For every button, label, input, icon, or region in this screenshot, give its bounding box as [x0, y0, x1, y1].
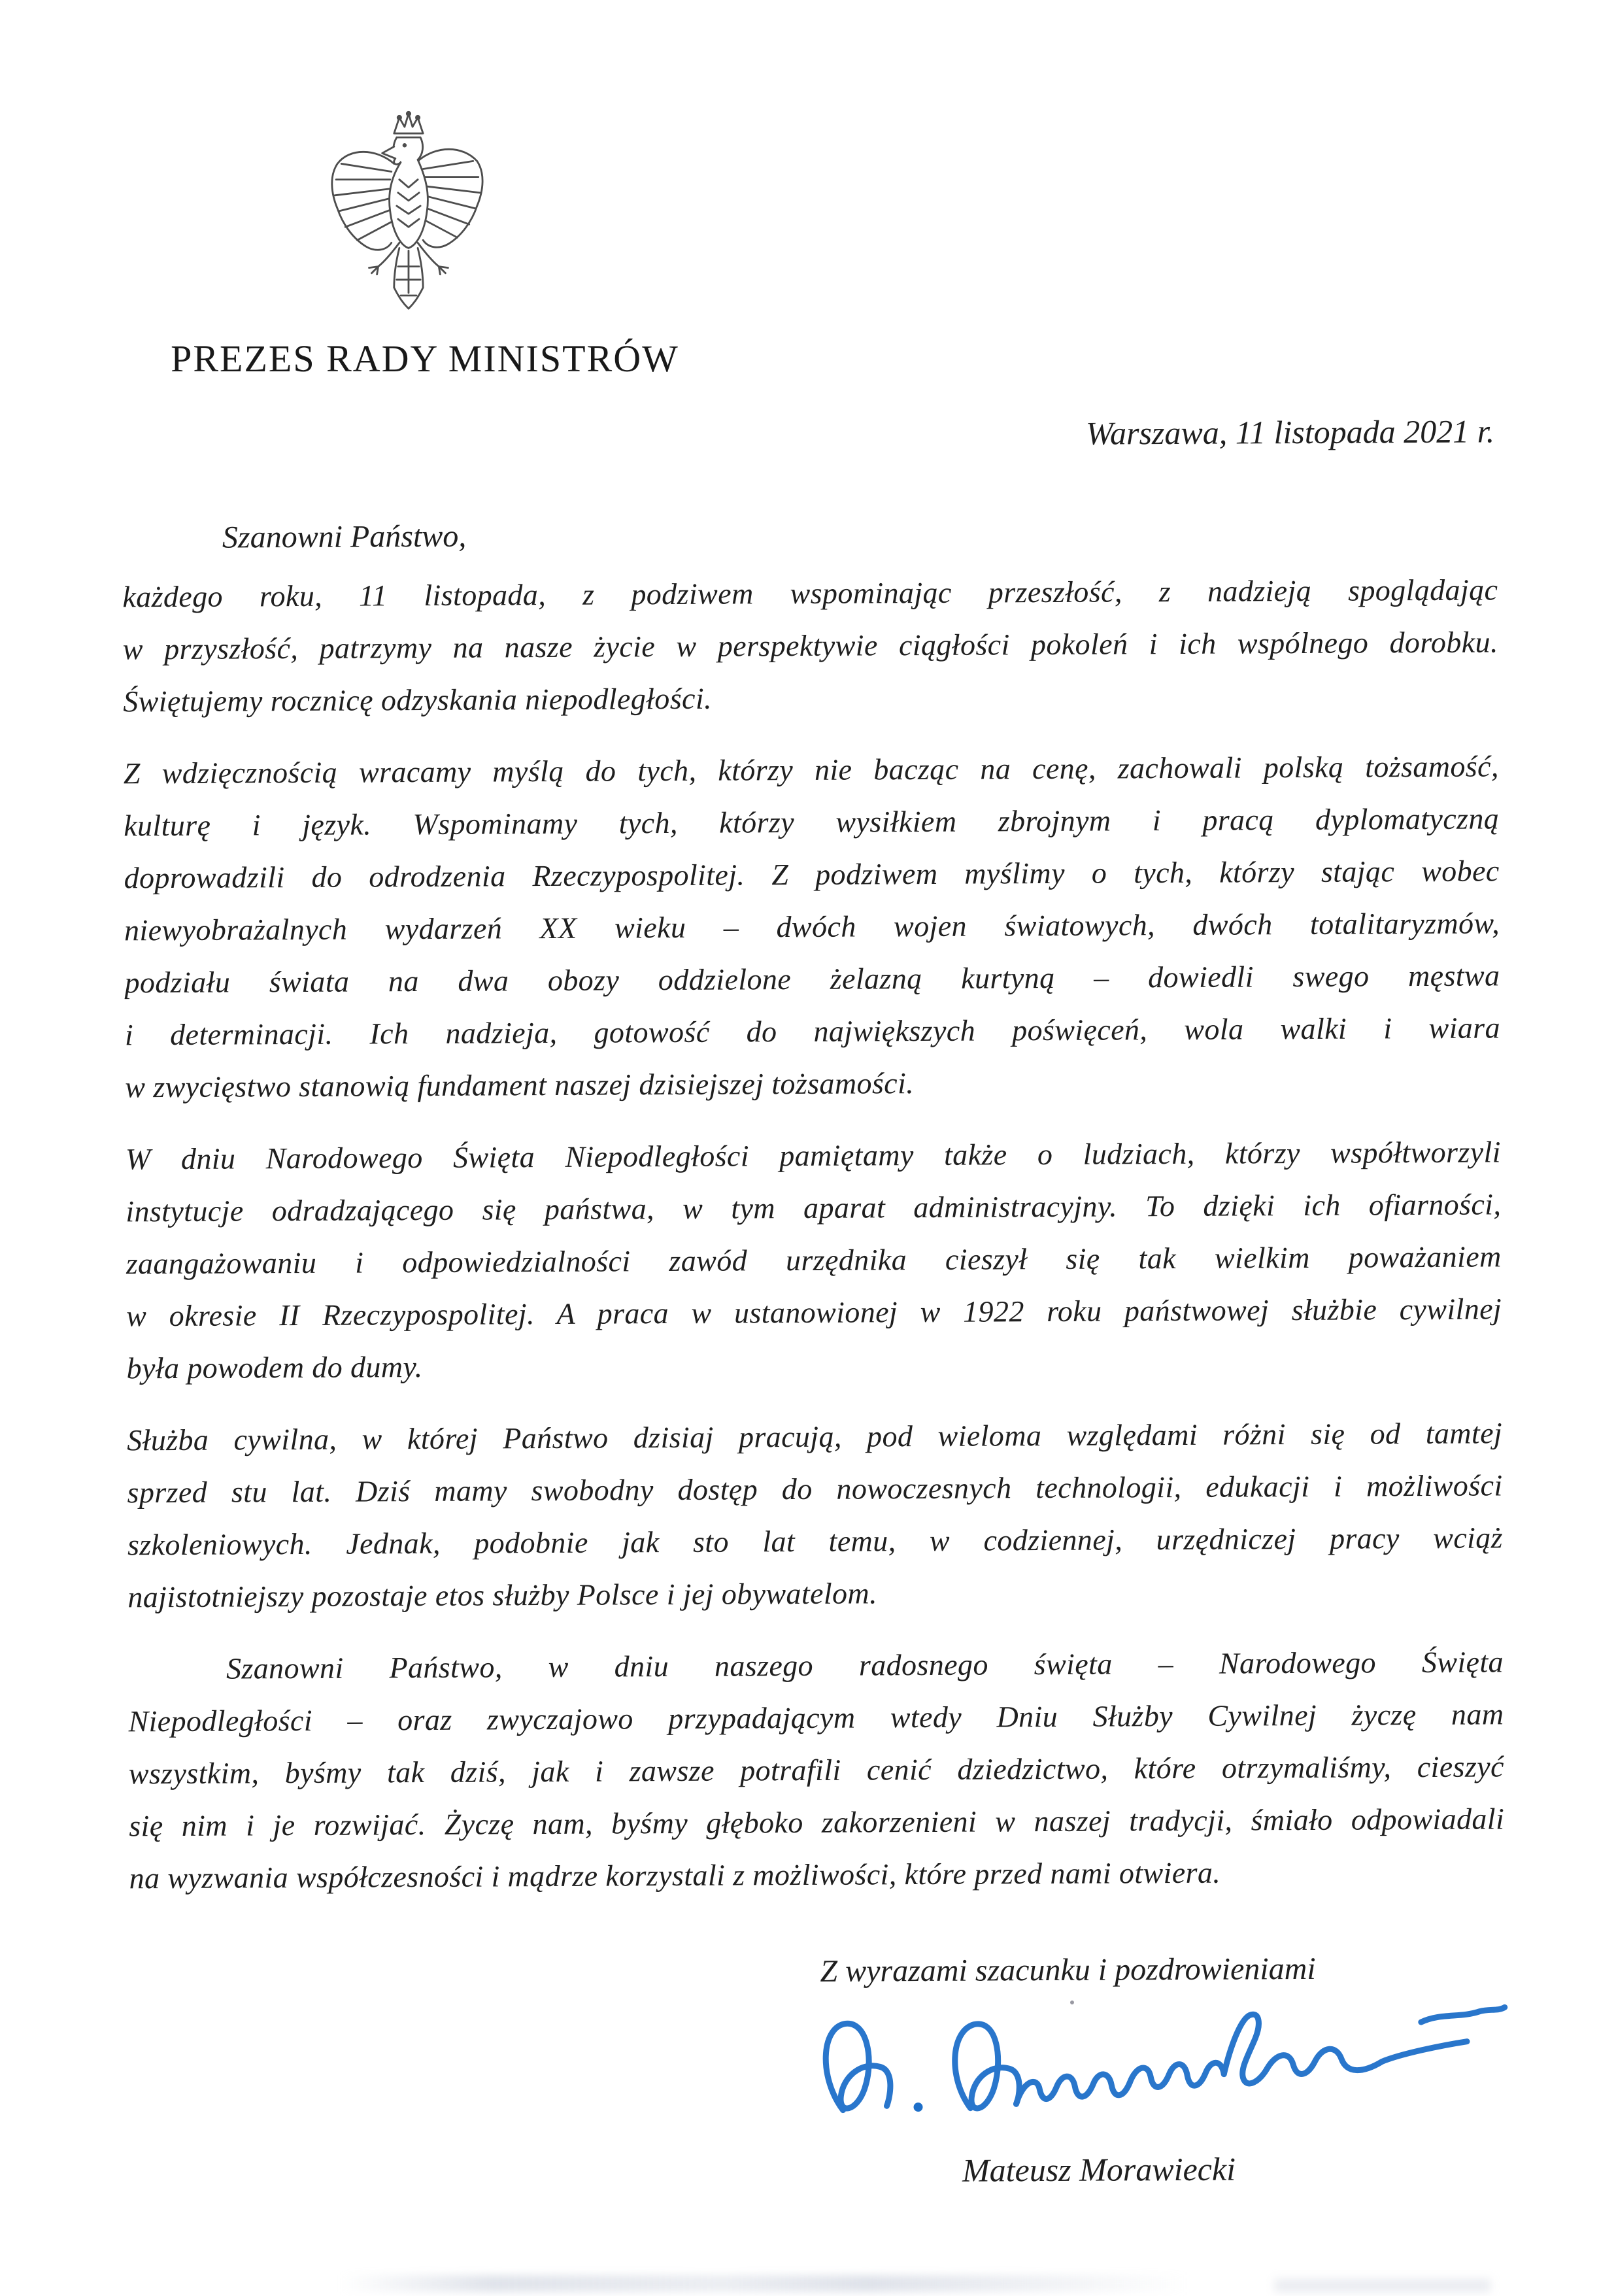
text-line: Służba cywilna, w której Państwo dzisiaj pracują, pod wieloma względami różni się od tamtej	[127, 1416, 1503, 1457]
text-line: niewyobrażalnych wydarzeń XX wieku – dwóch wojen światowych, dwóch totalitaryzmów,	[124, 906, 1500, 947]
text-line: doprowadzili do odrodzenia Rzeczypospolitej. Z podziwem myślimy o tych, którzy stając wobec	[124, 854, 1500, 895]
text-line: każdego roku, 11 listopada, z podziwem wspominając przeszłość, z nadzieją spoglądając	[122, 573, 1498, 614]
letter-body	[122, 564, 1505, 1924]
text-line: Szanowni Państwo, w dniu naszego radosnego święta – Narodowego Święta	[226, 1645, 1504, 1685]
paragraph	[128, 1636, 1505, 1904]
text-line: instytucje odradzającego się państwa, w tym aparat administracyjny. To dzięki ich ofiarności,	[126, 1187, 1502, 1228]
scan-artifact	[340, 2275, 1190, 2292]
office-title: PREZES RADY MINISTRÓW	[171, 337, 679, 380]
text-line: i determinacji. Ich nadzieja, gotowość do największych poświęceń, wola walki i wiara	[124, 1011, 1501, 1052]
text-line: na wyzwania współczesności i mądrze korzystali z możliwości, które przed nami otwiera.	[129, 1855, 1221, 1895]
scan-artifact-right	[1275, 2279, 1490, 2292]
text-line: najistotniejszy pozostaje etos służby Polsce i jej obywatelom.	[127, 1576, 878, 1614]
signer-name: Mateusz Morawiecki	[962, 2150, 1236, 2189]
text-line: W dniu Narodowego Święta Niepodległości pamiętamy także o ludziach, którzy współtworzyli	[125, 1135, 1502, 1176]
text-line: podziału świata na dwa obozy oddzielone żelazną kurtyną – dowiedli swego męstwa	[124, 958, 1500, 1000]
valediction: Z wyrazami szacunku i pozdrowieniami	[820, 1951, 1316, 1989]
paragraph	[122, 564, 1498, 728]
text-line: zaangażowaniu i odpowiedzialności zawód urzędnika cieszył się tak wielkim poważaniem	[126, 1240, 1502, 1281]
text-line: w przyszłość, patrzymy na nasze życie w perspektywie ciągłości pokoleń i ich wspólnego dorobku.	[122, 625, 1498, 666]
text-line: Niepodległości – oraz zwyczajowo przypadającym wtedy Dniu Służby Cywilnej życzę nam	[128, 1697, 1504, 1738]
handwritten-signature	[807, 1995, 1526, 2140]
ink-speck	[1070, 2001, 1074, 2004]
text-line: się nim i je rozwijać. Życzę nam, byśmy głęboko zakorzenieni w naszej tradycji, śmiało odpowiadali	[129, 1802, 1505, 1843]
text-line: Z wdzięcznością wracamy myślą do tych, którzy nie bacząc na cenę, zachowali polską tożsamość,	[123, 749, 1499, 790]
paragraph	[124, 740, 1501, 1113]
salutation: Szanowni Państwo,	[222, 518, 467, 555]
text-line: wszystkim, byśmy tak dziś, jak i zawsze potrafili cenić dziedzictwo, które otrzymaliśmy, cieszyć	[128, 1749, 1504, 1791]
text-line: była powodem do dumy.	[126, 1350, 423, 1385]
text-line: sprzed stu lat. Dziś mamy swobodny dostęp do nowoczesnych technologii, edukacji i możliwości	[127, 1468, 1503, 1510]
paragraph	[126, 1126, 1502, 1394]
text-line: kulturę i język. Wspominamy tych, którzy wysiłkiem zbrojnym i pracą dyplomatyczną	[124, 802, 1500, 843]
paragraph	[127, 1407, 1504, 1623]
text-line: Świętujemy rocznicę odzyskania niepodległości.	[123, 681, 713, 718]
text-line: w zwycięstwo stanowią fundament naszej dzisiejszej tożsamości.	[125, 1066, 915, 1104]
text-line: szkoleniowych. Jednak, podobnie jak sto lat temu, w codziennej, urzędniczej pracy wciąż	[127, 1521, 1504, 1562]
dateline: Warszawa, 11 listopada 2021 r.	[1085, 413, 1495, 452]
text-line: w okresie II Rzeczypospolitej. A praca w ustanowionej w 1922 roku państwowej służbie cywilnej	[126, 1292, 1502, 1333]
